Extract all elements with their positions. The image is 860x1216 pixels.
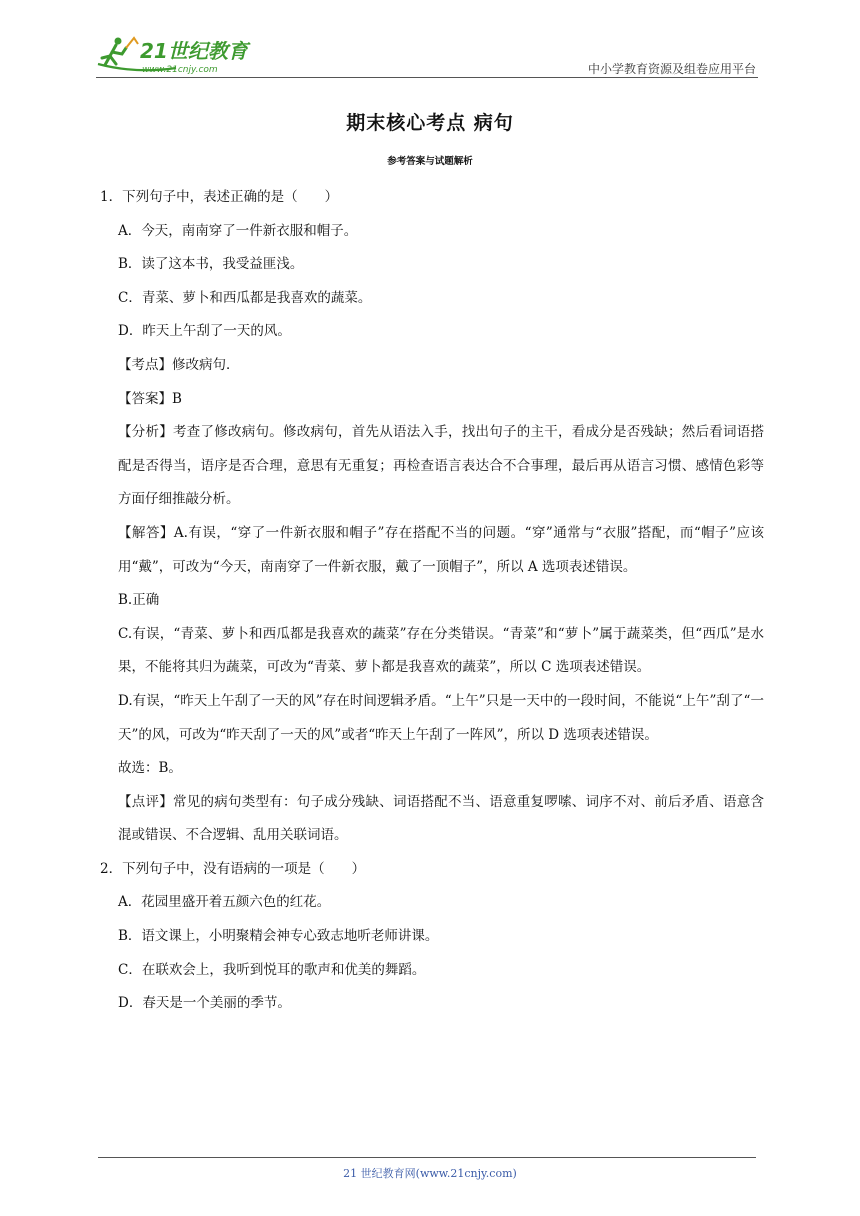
question-2-stem: 2．下列句子中，没有语病的一项是（ ） [100,860,366,877]
platform-label: 中小学教育资源及组卷应用平台 [587,62,756,76]
question-1-stem: 1．下列句子中，表述正确的是（ ） [100,189,339,205]
review-paragraph [100,786,764,853]
analysis-tag: 【分析】 [118,424,173,441]
logo-21cnjy [96,34,266,78]
solution-a-paragraph [100,517,764,584]
solution-a-text: A.有误，“穿了一件新衣服和帽子”存在搭配不当的问题。“穿”通常与“衣服”搭配，而“帽子”应该用“戴”，可改为“今天，南南穿了一件新衣服，戴了一顶帽子”，所以 A 选项表述错误。 [118,524,764,575]
solution-d-paragraph: D.有误，“昨天上午刮了一天的风”存在时间逻辑矛盾。“上午”只是一天中的一段时间，不能说“上午”刮了“一天”的风，可改为“昨天刮了一天的风”或者“昨天上午刮了一阵风”，所以 D 选项表述错误。 [118,692,764,743]
header-divider [96,77,758,78]
kaodian-tag: 【考点】 [118,356,172,373]
kaodian-text: 修改病句． [172,356,240,373]
footer-divider [98,1157,756,1158]
answer-text: B [172,390,182,407]
solution-c-paragraph: C.有误，“青菜、萝卜和西瓜都是我喜欢的蔬菜”存在分类错误。“青菜”和“萝卜”属于蔬菜类，但“西瓜”是水果，不能将其归为蔬菜，可改为“青菜、萝卜都是我喜欢的蔬菜”，所以 C 选项表述错误。 [118,625,764,676]
page-title: 期末核心考点 病句 [346,112,514,134]
kaodian-line [100,349,764,383]
question-1-option-b: B．读了这本书，我受益匪浅。 [118,256,304,273]
svg-text:21世纪教育: 21世纪教育 [140,39,248,63]
question-1-option-a: A．今天，南南穿了一件新衣服和帽子。 [118,222,358,239]
document-body [100,181,764,1021]
review-text: 常见的病句类型有：句子成分残缺、词语搭配不当、语意重复啰嗦、词序不对、前后矛盾、语意含混或错误、不合逻辑、乱用关联词语。 [118,793,764,844]
question-2-option-b: B．语文课上，小明聚精会神专心致志地听老师讲课。 [118,928,439,945]
solution-tag: 【解答】 [118,524,174,541]
question-2-option-c: C．在联欢会上，我听到悦耳的歌声和优美的舞蹈。 [118,961,426,978]
final-choice: 故选：B。 [118,760,182,777]
svg-text:www.21cnjy.com: www.21cnjy.com [142,65,218,75]
answer-line [100,383,764,417]
question-1-option-d: D．昨天上午刮了一天的风。 [118,323,291,340]
page-footer: 21 世纪教育网(www.21cnjy.com) [343,1167,517,1180]
answer-tag: 【答案】 [118,390,172,407]
page-header [96,34,758,78]
analysis-text: 考查了修改病句。修改病句，首先从语法入手，找出句子的主干，看成分是否残缺；然后看词语搭配是否得当，语序是否合理，意思有无重复；再检查语言表达合不合事理，最后再从语言习惯、感情色彩等方面仔细推敲分析。 [118,424,764,508]
solution-b-line: B.正确 [118,592,160,609]
review-tag: 【点评】 [118,793,173,810]
question-1-option-c: C．青菜、萝卜和西瓜都是我喜欢的蔬菜。 [118,289,372,306]
question-2-option-a: A．花园里盛开着五颜六色的红花。 [118,894,331,911]
analysis-paragraph [100,416,764,517]
page-subtitle: 参考答案与试题解析 [387,156,473,167]
question-2-option-d: D．春天是一个美丽的季节。 [118,995,291,1012]
